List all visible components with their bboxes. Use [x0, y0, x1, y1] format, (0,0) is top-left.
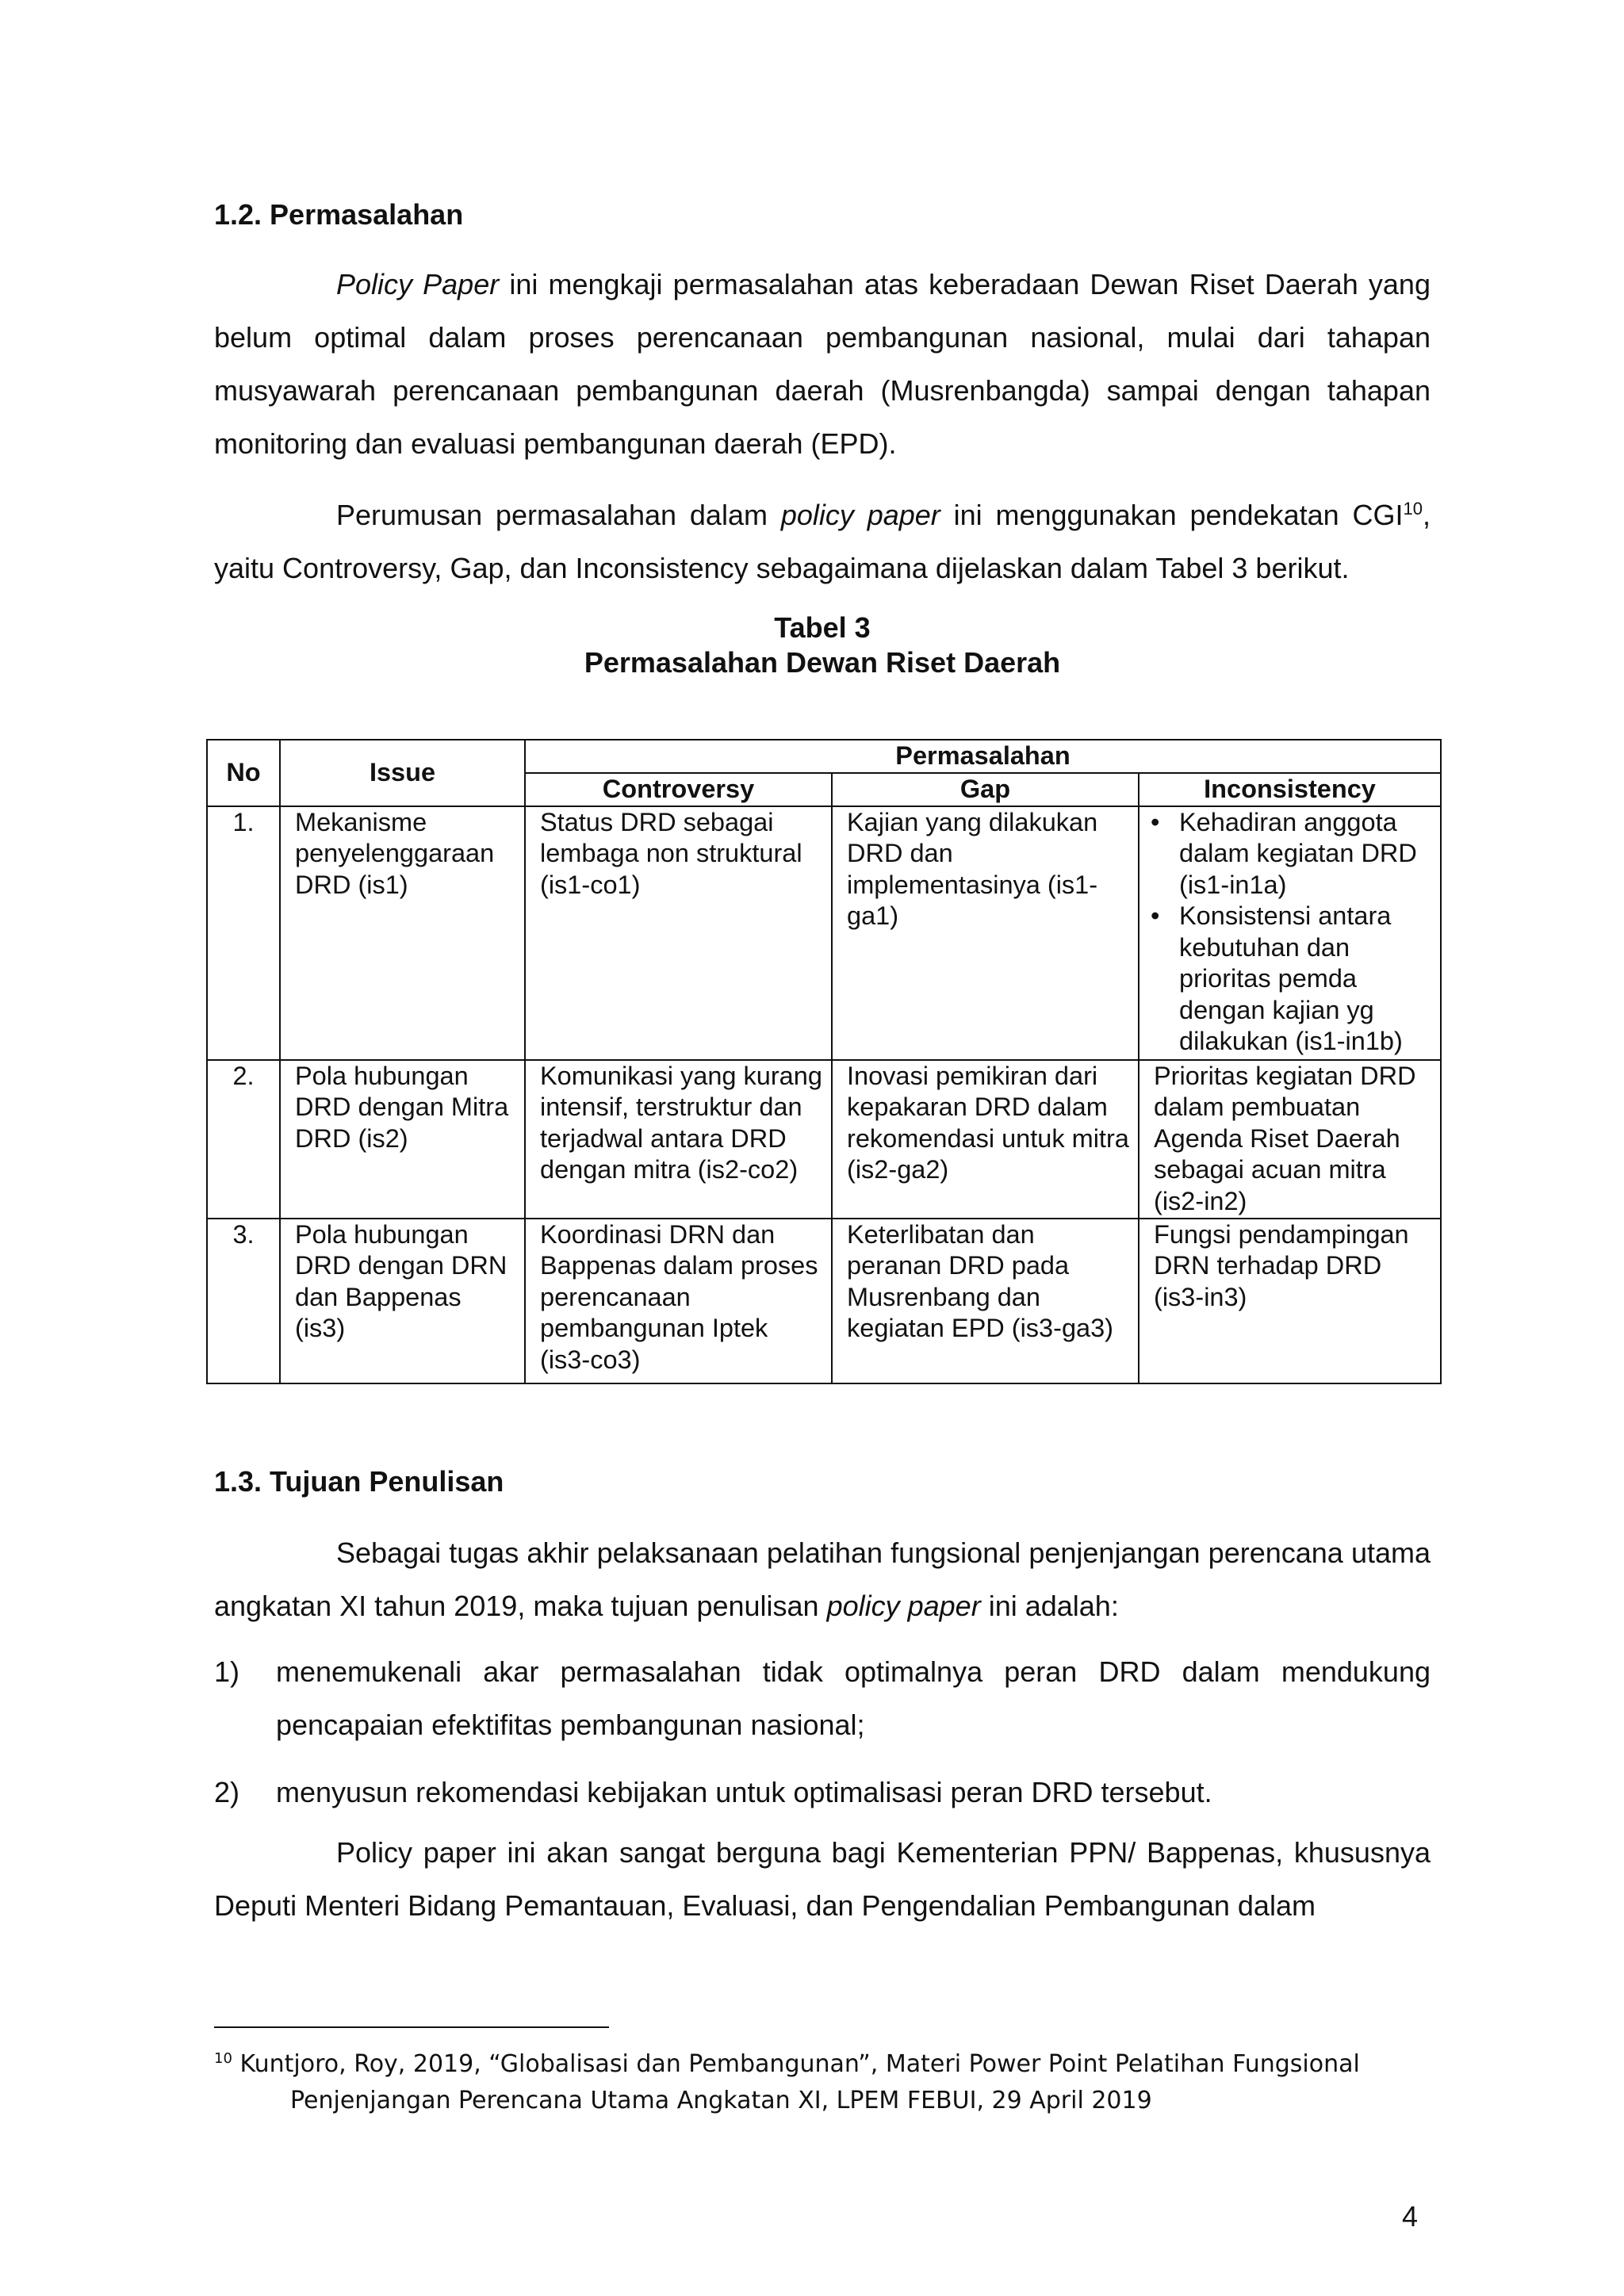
- italic-policy-paper: Policy Paper: [336, 268, 500, 300]
- header-issue: Issue: [280, 740, 525, 806]
- cell-inconsistency: Fungsi pendampingan DRN terhadap DRD (is3-in3): [1139, 1219, 1441, 1383]
- list-item: • Konsistensi antara kebutuhan dan prioritas pemda dengan kajian yg dilakukan (is1-in1b): [1151, 901, 1434, 1058]
- cell-inconsistency: [1139, 806, 1441, 1060]
- table-row: [207, 1060, 1441, 1219]
- footnote-number: 10: [214, 2050, 232, 2067]
- cell-gap: Keterlibatan dan peranan DRD pada Musrenbang dan kegiatan EPD (is3-ga3): [832, 1219, 1139, 1383]
- cell-controversy: Status DRD sebagai lembaga non struktural (is1-co1): [525, 806, 832, 1060]
- italic-policy-paper: policy paper: [780, 499, 940, 531]
- paragraph-text: ini mengkaji permasalahan atas keberadaan Dewan Riset Daerah yang belum optimal dalam proses perencanaan pembangunan nasional, mulai dari tahapan musyawarah perencanaan pembangunan daerah (Musrenbangda) sampai dengan tahapan monitoring dan evaluasi pembangunan daerah (EPD).: [214, 268, 1431, 460]
- objectives-list: [214, 1645, 1431, 1819]
- section-heading-permasalahan: 1.2. Permasalahan: [214, 198, 464, 231]
- table-row: [207, 1219, 1441, 1383]
- cell-no: 2.: [207, 1060, 280, 1219]
- italic-policy-paper: policy paper: [826, 1590, 981, 1622]
- table-caption-title: Permasalahan Dewan Riset Daerah: [584, 646, 1061, 679]
- header-no: No: [207, 740, 280, 806]
- cell-gap: Inovasi pemikiran dari kepakaran DRD dalam rekomendasi untuk mitra (is2-ga2): [832, 1060, 1139, 1219]
- paragraph-policy-use: Policy paper ini akan sangat berguna bagi Kementerian PPN/ Bappenas, khususnya Deputi Menteri Bidang Pemantauan, Evaluasi, dan Pengendalian Pembangunan dalam: [214, 1836, 1431, 1922]
- footnote-reference[interactable]: 10: [1403, 499, 1423, 519]
- list-item: 2) menyusun rekomendasi kebijakan untuk optimalisasi peran DRD tersebut.: [214, 1766, 1431, 1819]
- cell-inconsistency: Prioritas kegiatan DRD dalam pembuatan Agenda Riset Daerah sebagai acuan mitra (is2-in2): [1139, 1060, 1441, 1219]
- paragraph-policy-paper: [214, 258, 1431, 470]
- list-item: • Kehadiran anggota dalam kegiatan DRD (is1-in1a): [1151, 807, 1434, 901]
- footnote-separator: [214, 2026, 609, 2028]
- cell-controversy: Komunikasi yang kurang intensif, terstruktur dan terjadwal antara DRD dengan mitra (is2-co2): [525, 1060, 832, 1219]
- header-gap: Gap: [832, 773, 1139, 806]
- cell-no: 3.: [207, 1219, 280, 1383]
- paragraph-cgi-approach: Perumusan permasalahan dalam policy paper ini menggunakan pendekatan CGI$^{10}$, yaitu Controversy, Gap, dan Inconsistency sebagaimana dijelaskan dalam Tabel 3 berikut.: [214, 499, 1431, 584]
- cell-no: 1.: [207, 806, 280, 1060]
- problem-table: [206, 739, 1442, 1384]
- list-number: 1): [214, 1655, 240, 1688]
- cell-controversy: Koordinasi DRN dan Bappenas dalam proses perencanaan pembangunan Iptek (is3-co3): [525, 1219, 832, 1383]
- list-item: 1) menemukenali akar permasalahan tidak optimalnya peran DRD dalam mendukung pencapaian efektifitas pembangunan nasional;: [214, 1645, 1431, 1751]
- header-permasalahan: Permasalahan: [525, 740, 1441, 773]
- section-heading-tujuan: 1.3. Tujuan Penulisan: [214, 1465, 504, 1498]
- list-number: 2): [214, 1776, 240, 1808]
- page-number: 4: [1402, 2200, 1419, 2233]
- table-caption-number: Tabel 3: [774, 611, 871, 644]
- paragraph-tujuan-intro: Sebagai tugas akhir pelaksanaan pelatihan fungsional penjenjangan perencana utama angkatan XI tahun 2019, maka tujuan penulisan policy paper ini adalah:: [214, 1536, 1431, 1622]
- table-row: [207, 806, 1441, 1060]
- cell-gap: Kajian yang dilakukan DRD dan implementasinya (is1-ga1): [832, 806, 1139, 1060]
- inconsistency-bullet-list: [1151, 807, 1434, 1058]
- header-inconsistency: Inconsistency: [1139, 773, 1441, 806]
- cell-issue: Pola hubungan DRD dengan DRN dan Bappenas (is3): [280, 1219, 525, 1383]
- header-controversy: Controversy: [525, 773, 832, 806]
- footnote: $^{10}$ Kuntjoro, Roy, 2019, “Globalisasi dan Pembangunan”, Materi Power Point Pelatihan Fungsional Penjenjangan Perencana Utama Angkatan XI, LPEM FEBUI, 29 April 2019: [214, 2050, 1360, 2114]
- cell-issue: Pola hubungan DRD dengan Mitra DRD (is2): [280, 1060, 525, 1219]
- cell-issue: Mekanisme penyelenggaraan DRD (is1): [280, 806, 525, 1060]
